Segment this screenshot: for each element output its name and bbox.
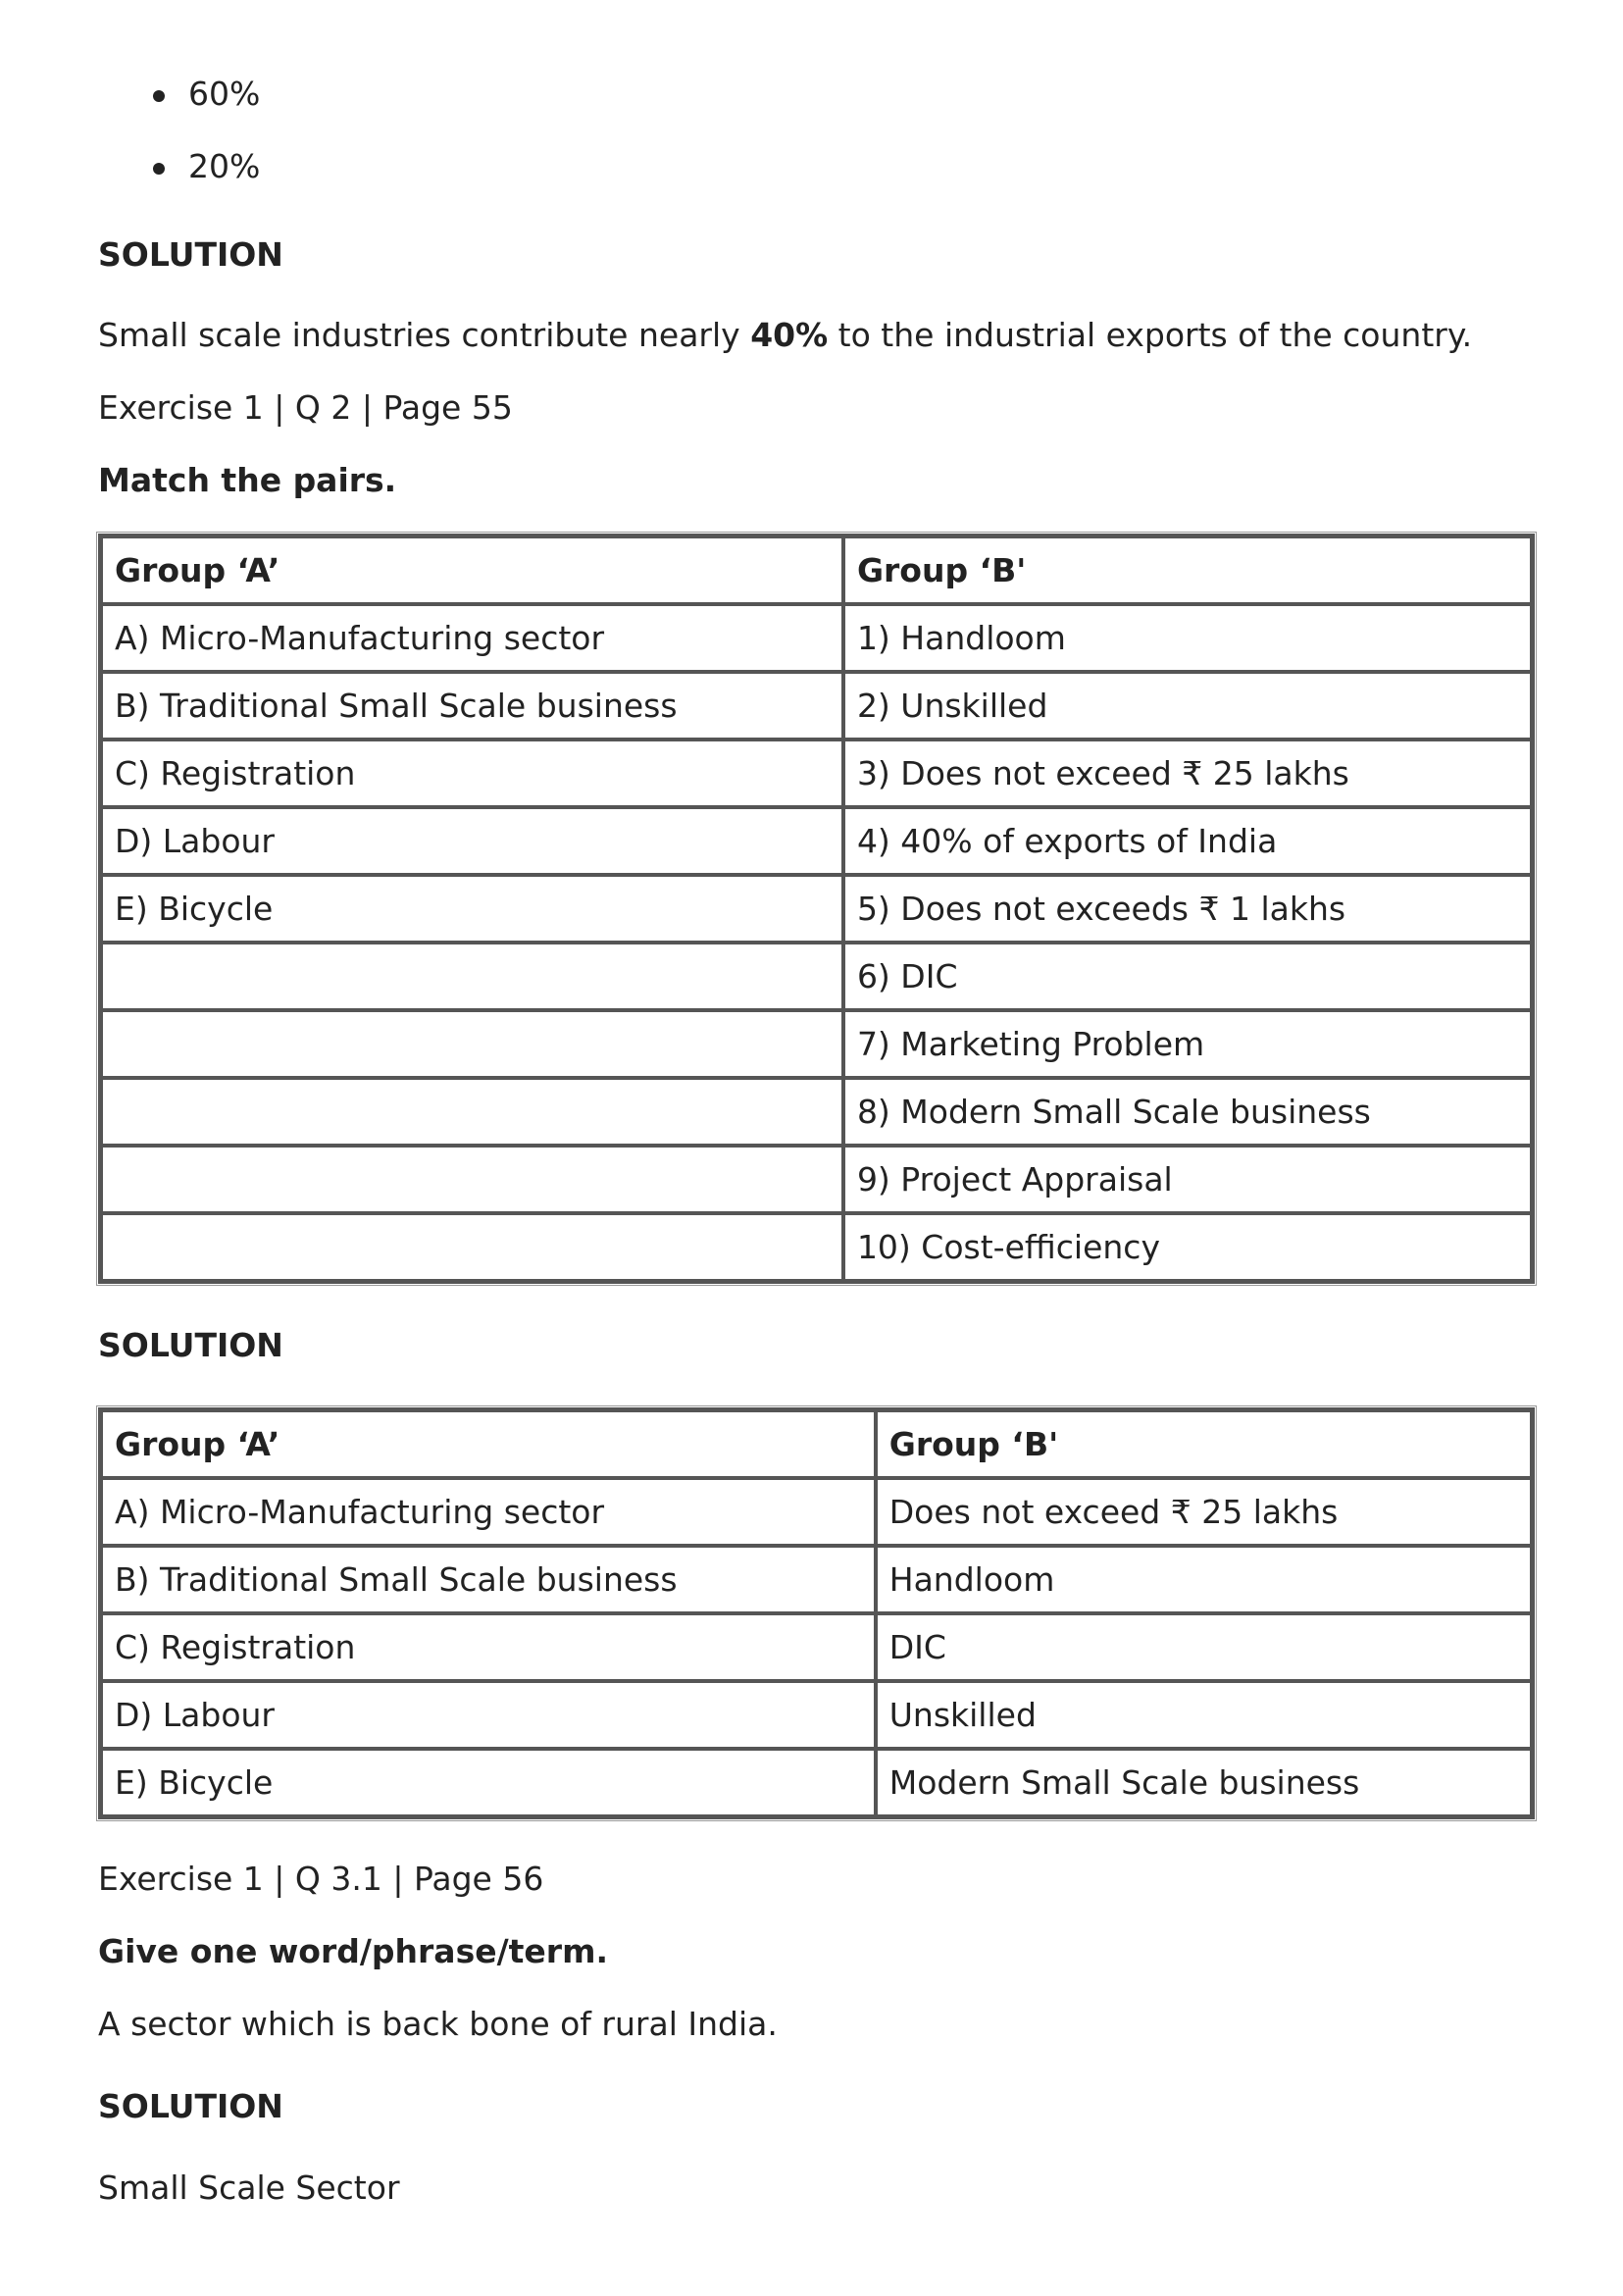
table-row — [101, 1478, 1532, 1546]
table-row — [101, 1681, 1532, 1749]
table-row — [101, 1010, 1532, 1078]
option-text: 60% — [188, 75, 261, 113]
table-header-cell: Group ‘B' — [843, 536, 1532, 604]
table-header-cell: Group ‘A’ — [101, 1410, 876, 1478]
exercise-reference: Exercise 1 | Q 3.1 | Page 56 — [98, 1860, 544, 1898]
table-cell: C) Registration — [101, 740, 843, 807]
table-row — [101, 740, 1532, 807]
match-pairs-table — [98, 534, 1535, 1284]
table-header-cell: Group ‘B' — [876, 1410, 1532, 1478]
bullet-icon — [153, 163, 165, 175]
table-cell: 8) Modern Small Scale business — [843, 1078, 1532, 1146]
solution-heading: SOLUTION — [98, 1326, 283, 1364]
exercise-reference: Exercise 1 | Q 2 | Page 55 — [98, 388, 513, 427]
table-row — [101, 1213, 1532, 1281]
question-title: Give one word/phrase/term. — [98, 1932, 609, 1970]
answer-options-list — [188, 77, 260, 222]
table-cell: 2) Unskilled — [843, 672, 1532, 740]
table-row — [101, 875, 1532, 943]
table-row — [101, 1146, 1532, 1213]
question-title: Match the pairs. — [98, 461, 397, 499]
table-cell: 10) Cost-efficiency — [843, 1213, 1532, 1281]
question-prompt: A sector which is back bone of rural India. — [98, 2005, 778, 2043]
table-cell: A) Micro-Manufacturing sector — [101, 604, 843, 672]
table-cell: B) Traditional Small Scale business — [101, 672, 843, 740]
table-cell — [101, 1010, 843, 1078]
table-row — [101, 807, 1532, 875]
table-cell: Modern Small Scale business — [876, 1749, 1532, 1816]
table-cell: Handloom — [876, 1546, 1532, 1613]
table-cell: 7) Marketing Problem — [843, 1010, 1532, 1078]
table-header-row — [101, 1410, 1532, 1478]
table-row — [101, 1546, 1532, 1613]
solution-answer: Small Scale Sector — [98, 2168, 400, 2207]
table-cell: E) Bicycle — [101, 875, 843, 943]
solution-text — [98, 317, 1472, 354]
table-cell: B) Traditional Small Scale business — [101, 1546, 876, 1613]
bullet-icon — [153, 90, 165, 102]
table-cell: Does not exceed ₹ 25 lakhs — [876, 1478, 1532, 1546]
solution-text-before: Small scale industries contribute nearly — [98, 316, 751, 354]
table-row — [101, 1078, 1532, 1146]
table-cell: A) Micro-Manufacturing sector — [101, 1478, 876, 1546]
table-row — [101, 1749, 1532, 1816]
table-cell: C) Registration — [101, 1613, 876, 1681]
option-text: 20% — [188, 147, 261, 185]
solution-heading: SOLUTION — [98, 2087, 283, 2125]
table-cell: 5) Does not exceeds ₹ 1 lakhs — [843, 875, 1532, 943]
table-cell: Unskilled — [876, 1681, 1532, 1749]
table-cell: 4) 40% of exports of India — [843, 807, 1532, 875]
table-header-cell: Group ‘A’ — [101, 536, 843, 604]
table-cell — [101, 1146, 843, 1213]
table-cell — [101, 1078, 843, 1146]
table-cell: 1) Handloom — [843, 604, 1532, 672]
solution-text-bold: 40% — [750, 316, 829, 354]
option-item — [188, 77, 260, 112]
solution-pairs-table — [98, 1407, 1535, 1819]
table-cell: DIC — [876, 1613, 1532, 1681]
table-header-row — [101, 536, 1532, 604]
table-cell — [101, 1213, 843, 1281]
table-cell: 9) Project Appraisal — [843, 1146, 1532, 1213]
table-cell: 6) DIC — [843, 943, 1532, 1010]
table-cell: D) Labour — [101, 1681, 876, 1749]
table-row — [101, 604, 1532, 672]
option-item — [188, 149, 260, 184]
table-cell: E) Bicycle — [101, 1749, 876, 1816]
table-cell: D) Labour — [101, 807, 843, 875]
solution-text-after: to the industrial exports of the country. — [828, 316, 1473, 354]
table-cell: 3) Does not exceed ₹ 25 lakhs — [843, 740, 1532, 807]
table-row — [101, 1613, 1532, 1681]
table-row — [101, 672, 1532, 740]
table-cell — [101, 943, 843, 1010]
solution-heading: SOLUTION — [98, 235, 283, 274]
table-row — [101, 943, 1532, 1010]
